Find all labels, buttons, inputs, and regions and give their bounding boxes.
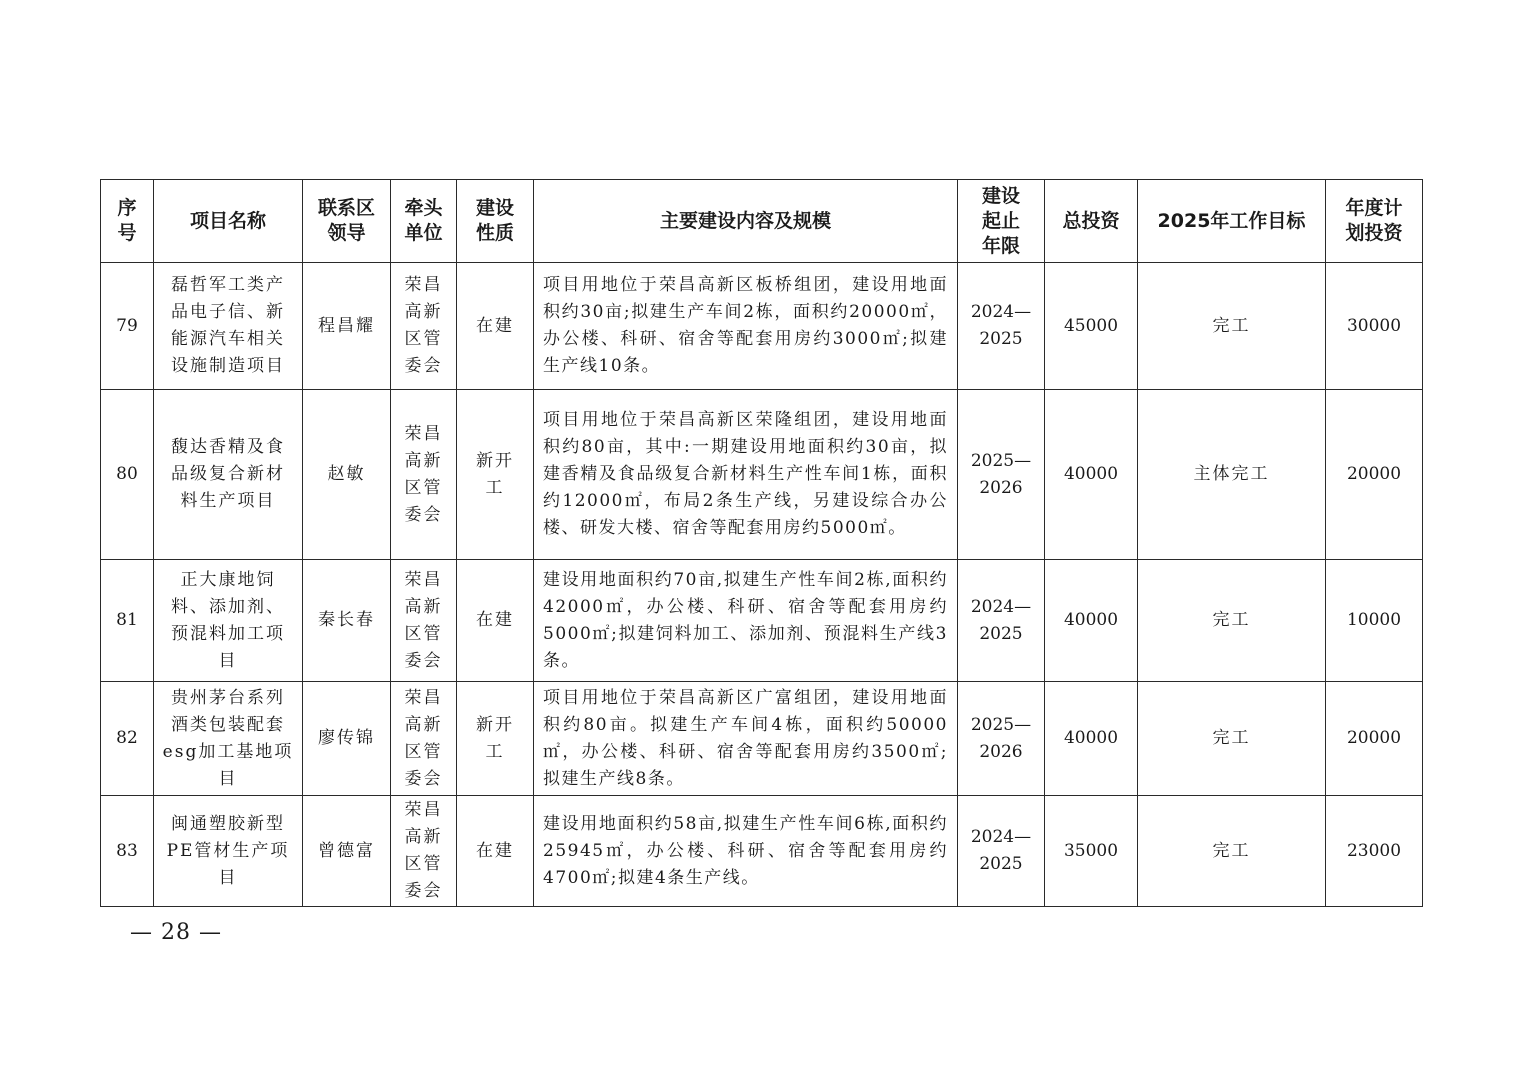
header-period: 建设起止年限 <box>958 180 1045 263</box>
row-seq: 81 <box>101 560 154 682</box>
row-content: 项目用地位于荣昌高新区荣隆组团，建设用地面积约80亩，其中:一期建设用地面积约30亩，拟建香精及食品级复合新材料生产性车间1栋，面积约12000㎡，布局2条生产线，另建设综合办公楼、研发大楼、宿舍等配套用房约5000㎡。 <box>534 390 958 560</box>
header-unit: 牵头单位 <box>391 180 457 263</box>
row-leader: 程昌耀 <box>303 263 391 390</box>
header-nature: 建设性质 <box>457 180 534 263</box>
row-goal: 主体完工 <box>1138 390 1326 560</box>
row-period: 2025—2026 <box>958 390 1045 560</box>
row-content: 项目用地位于荣昌高新区广富组团，建设用地面积约80亩。拟建生产车间4栋，面积约50000㎡，办公楼、科研、宿舍等配套用房约3500㎡;拟建生产线8条。 <box>534 682 958 796</box>
row-project-name: 馥达香精及食品级复合新材料生产项目 <box>154 390 303 560</box>
row-goal: 完工 <box>1138 560 1326 682</box>
row-goal: 完工 <box>1138 682 1326 796</box>
row-annual: 10000 <box>1326 560 1423 682</box>
row-project-name: 贵州茅台系列酒类包装配套esg加工基地项目 <box>154 682 303 796</box>
row-nature: 在建 <box>457 796 534 907</box>
row-seq: 82 <box>101 682 154 796</box>
table-row <box>101 263 1423 390</box>
row-leader: 赵敏 <box>303 390 391 560</box>
page-number: — 28 — <box>130 920 222 945</box>
row-annual: 20000 <box>1326 682 1423 796</box>
row-nature: 新开工 <box>457 682 534 796</box>
row-unit: 荣昌高新区管委会 <box>391 390 457 560</box>
row-goal: 完工 <box>1138 263 1326 390</box>
row-unit: 荣昌高新区管委会 <box>391 682 457 796</box>
row-unit: 荣昌高新区管委会 <box>391 796 457 907</box>
table-row <box>101 390 1423 560</box>
row-total: 40000 <box>1045 560 1138 682</box>
row-total: 40000 <box>1045 682 1138 796</box>
row-project-name: 正大康地饲料、添加剂、预混料加工项目 <box>154 560 303 682</box>
row-period: 2024—2025 <box>958 263 1045 390</box>
row-total: 45000 <box>1045 263 1138 390</box>
row-content: 项目用地位于荣昌高新区板桥组团，建设用地面积约30亩;拟建生产车间2栋，面积约20000㎡，办公楼、科研、宿舍等配套用房约3000㎡;拟建生产线10条。 <box>534 263 958 390</box>
header-goal: 2025年工作目标 <box>1138 180 1326 263</box>
row-leader: 廖传锦 <box>303 682 391 796</box>
row-content: 建设用地面积约58亩,拟建生产性车间6栋,面积约25945㎡，办公楼、科研、宿舍等配套用房约4700㎡;拟建4条生产线。 <box>534 796 958 907</box>
row-leader: 秦长春 <box>303 560 391 682</box>
row-annual: 20000 <box>1326 390 1423 560</box>
header-content: 主要建设内容及规模 <box>534 180 958 263</box>
table-row <box>101 560 1423 682</box>
row-period: 2024—2025 <box>958 796 1045 907</box>
row-unit: 荣昌高新区管委会 <box>391 263 457 390</box>
row-annual: 23000 <box>1326 796 1423 907</box>
row-seq: 79 <box>101 263 154 390</box>
row-period: 2025—2026 <box>958 682 1045 796</box>
row-content: 建设用地面积约70亩,拟建生产性车间2栋,面积约42000㎡，办公楼、科研、宿舍等配套用房约5000㎡;拟建饲料加工、添加剂、预混料生产线3条。 <box>534 560 958 682</box>
table-header-row <box>101 180 1423 263</box>
row-nature: 在建 <box>457 263 534 390</box>
row-nature: 在建 <box>457 560 534 682</box>
header-seq: 序号 <box>101 180 154 263</box>
row-project-name: 磊哲军工类产品电子信、新能源汽车相关设施制造项目 <box>154 263 303 390</box>
header-name: 项目名称 <box>154 180 303 263</box>
row-total: 35000 <box>1045 796 1138 907</box>
row-goal: 完工 <box>1138 796 1326 907</box>
project-table <box>100 179 1423 907</box>
row-annual: 30000 <box>1326 263 1423 390</box>
row-nature: 新开工 <box>457 390 534 560</box>
row-period: 2024—2025 <box>958 560 1045 682</box>
table-row <box>101 796 1423 907</box>
header-annual: 年度计划投资 <box>1326 180 1423 263</box>
row-seq: 80 <box>101 390 154 560</box>
row-project-name: 闽通塑胶新型PE管材生产项目 <box>154 796 303 907</box>
header-total: 总投资 <box>1045 180 1138 263</box>
table-row <box>101 682 1423 796</box>
row-leader: 曾德富 <box>303 796 391 907</box>
row-unit: 荣昌高新区管委会 <box>391 560 457 682</box>
row-total: 40000 <box>1045 390 1138 560</box>
row-seq: 83 <box>101 796 154 907</box>
header-leader: 联系区领导 <box>303 180 391 263</box>
